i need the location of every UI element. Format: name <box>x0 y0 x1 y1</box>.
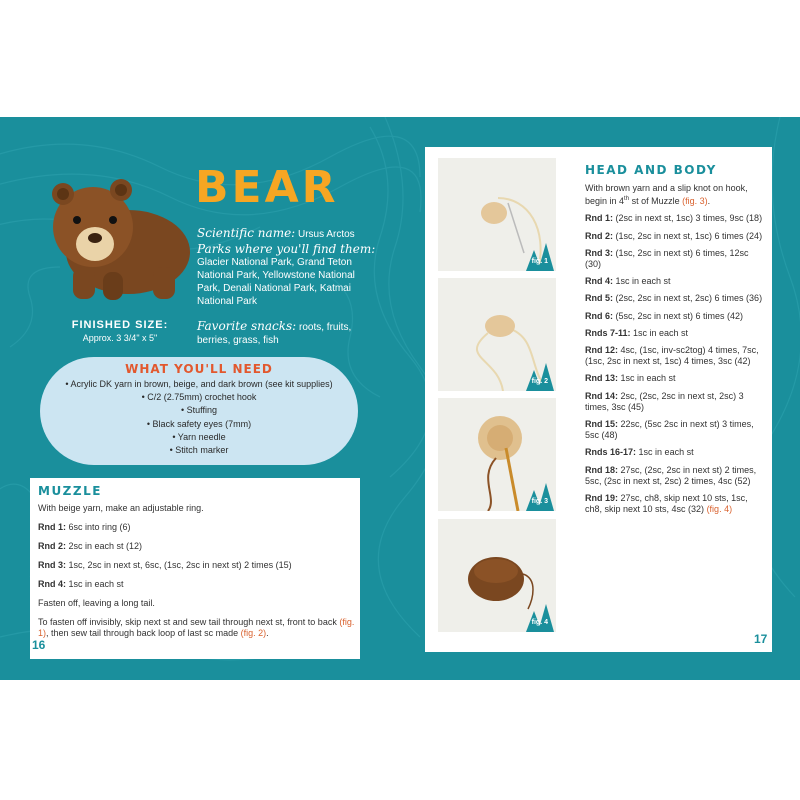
figure-3 <box>438 398 556 511</box>
muzzle-round: Rnd 1: 6sc into ring (6) <box>38 522 131 532</box>
round: Rnd 15: 22sc, (5sc 2sc in next st) 3 times, 5sc (48) <box>585 419 754 441</box>
page-number-left: 16 <box>32 638 46 652</box>
needs-title: WHAT YOU'LL NEED <box>125 362 273 376</box>
round: Rnd 12: 4sc, (1sc, inv-sc2tog) 4 times, 7sc, (1sc, 2sc in next st, 1sc) 4 times, 3sc (42) <box>585 345 759 367</box>
round: Rnd 4: 1sc in each st <box>585 276 671 287</box>
what-you-need-panel <box>40 357 358 465</box>
round: Rnd 18: 27sc, (2sc, 2sc in next st) 2 times, 5sc, (2sc in next st, 2sc) 2 times, 4sc (52) <box>585 464 757 486</box>
pattern-title: BEAR <box>195 162 339 213</box>
parks: Parks where you'll find them: Glacier National Park, Grand Teton National Park, Yellowstone National Park, Denali National Park, Katmai National Park <box>197 242 376 307</box>
favorite-snacks: Favorite snacks: roots, fruits, berries, grass, fish <box>197 319 352 346</box>
needs-item: • Yarn needle <box>172 431 226 442</box>
muzzle-title: MUZZLE <box>38 484 102 498</box>
needs-item: • C/2 (2.75mm) crochet hook <box>141 392 257 403</box>
round: Rnd 14: 2sc, (2sc, 2sc in next st, 2sc) 3 times, 3sc (45) <box>585 390 744 412</box>
book-spread <box>0 117 800 680</box>
fig-label: fig. 2 <box>531 378 548 385</box>
round: Rnd 19: 27sc, ch8, skip next 10 sts, 1sc, ch8, skip next 10 sts, 4sc (32) (fig. 4) <box>585 493 748 515</box>
needs-item: • Stitch marker <box>169 445 229 456</box>
muzzle-round: Rnd 2: 2sc in each st (12) <box>38 541 143 551</box>
round: Rnd 1: (2sc in next st, 1sc) 3 times, 9sc (18) <box>585 213 763 224</box>
figure-4 <box>438 519 556 632</box>
finished-size: FINISHED SIZE: Approx. 3 3/4" x 5" <box>71 319 169 343</box>
fig-label: fig. 1 <box>531 258 548 265</box>
right-page <box>425 147 772 652</box>
muzzle-round: Rnd 3: 1sc, 2sc in next st, 6sc, (1sc, 2sc in next st) 2 times (15) <box>38 560 292 570</box>
needs-item: • Acrylic DK yarn in brown, beige, and dark brown (see kit supplies) <box>65 379 333 389</box>
round: Rnd 6: (5sc, 2sc in next st) 6 times (42) <box>585 310 744 321</box>
round: Rnd 13: 1sc in each st <box>585 373 676 384</box>
round: Rnds 16-17: 1sc in each st <box>585 447 694 458</box>
scientific-name: Scientific name: Ursus Arctos <box>197 226 355 240</box>
muzzle-intro: With beige yarn, make an adjustable ring. <box>38 503 204 513</box>
section-intro: With brown yarn and a slip knot on hook, begin in 4th st of Muzzle (fig. 3). <box>585 183 748 207</box>
needs-list <box>40 378 358 457</box>
fasten-off: Fasten off, leaving a long tail. <box>38 598 155 608</box>
fig-label: fig. 3 <box>531 498 548 505</box>
fig3-photo <box>438 398 556 511</box>
fig4-photo <box>438 519 556 632</box>
fig1-photo <box>438 158 556 271</box>
round: Rnd 2: (1sc, 2sc in next st, 1sc) 6 times (24) <box>585 230 763 241</box>
page-number-right: 17 <box>754 632 768 646</box>
section-title: HEAD AND BODY <box>585 163 717 177</box>
round: Rnd 3: (1sc, 2sc in next st) 6 times, 12sc (30) <box>585 247 749 270</box>
muzzle-round: Rnd 4: 1sc in each st <box>38 579 124 589</box>
fasten-invisibly: To fasten off invisibly, skip next st and sew tail through next st, front to back (fig. 1), then sew tail through back loop of last sc made (fig. 2). <box>38 617 355 638</box>
round: Rnd 5: (2sc, 2sc in next st, 2sc) 6 times (36) <box>585 293 763 304</box>
round: Rnds 7-11: 1sc in each st <box>585 327 689 338</box>
head-and-body-section <box>585 163 765 521</box>
fig-label: fig. 4 <box>531 619 548 626</box>
muzzle-section <box>30 478 360 659</box>
crochet-bear-photo <box>33 172 193 307</box>
figure-1 <box>438 158 556 271</box>
needs-item: • Stuffing <box>180 405 217 416</box>
needs-item: • Black safety eyes (7mm) <box>146 418 252 429</box>
fig2-photo <box>438 278 556 391</box>
figure-2 <box>438 278 556 391</box>
